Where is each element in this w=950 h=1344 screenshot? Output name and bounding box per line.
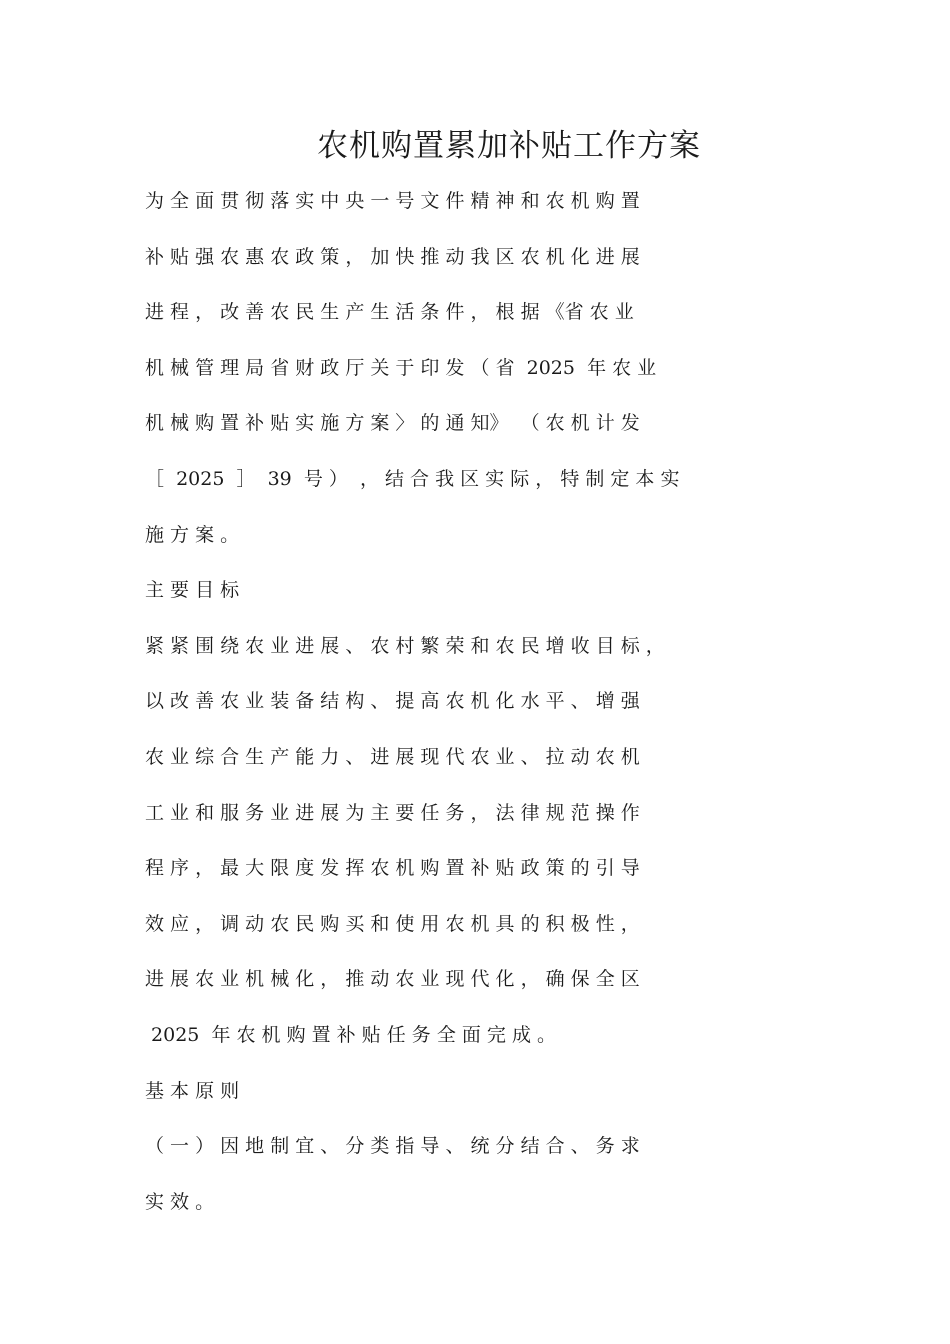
- text-line: 以 改 善 农 业 装 备 结 构 、 提 高 农 机 化 水 平 、 增 强: [145, 690, 640, 713]
- text-line: 进 程 ， 改 善 农 民 生 产 生 活 条 件 ， 根 据 《省 农 业: [145, 301, 634, 324]
- text-line: 效 应 ， 调 动 农 民 购 买 和 使 用 农 机 具 的 积 极 性 ，: [145, 912, 640, 935]
- text-line: （ 一 ） 因 地 制 宜 、 分 类 指 导 、 统 分 结 合 、 务 求: [145, 1135, 640, 1158]
- text-line: 为 全 面 贯 彻 落 实 中 央 一 号 文 件 精 神 和 农 机 购 置: [145, 190, 640, 212]
- text-line: 进 展 农 业 机 械 化 ， 推 动 农 业 现 代 化 ， 确 保 全 区: [145, 968, 640, 991]
- text-line: 2025 年 农 机 购 置 补 贴 任 务 全 面 完 成 。: [145, 1023, 556, 1046]
- document-title: 农机购置累加补贴工作方案: [317, 128, 701, 164]
- text-line: 机 械 管 理 局 省 财 政 厅 关 于 印 发 （ 省 2025 年 农 业: [145, 356, 657, 379]
- text-line: 补 贴 强 农 惠 农 政 策 ， 加 快 推 动 我 区 农 机 化 进 展: [145, 245, 640, 268]
- document-body: [145, 174, 845, 1230]
- text-line: 农 业 综 合 生 产 能 力 、 进 展 现 代 农 业 、 拉 动 农 机: [145, 745, 640, 768]
- text-line: ［ 2025 ］ 39 号 ） ， 结 合 我 区 实 际 ， 特 制 定 本 实: [145, 467, 680, 490]
- text-line: 实 效 。: [145, 1190, 215, 1213]
- text-line: 工 业 和 服 务 业 进 展 为 主 要 任 务 ， 法 律 规 范 操 作: [145, 801, 640, 824]
- text-line: 机 械 购 置 补 贴 实 施 方 案 〉 的 通 知》 （ 农 机 计 发: [145, 412, 640, 435]
- text-line: 施 方 案 。: [145, 523, 240, 546]
- section-heading-main-goals: 主 要 目 标: [145, 579, 240, 602]
- text-line: 紧 紧 围 绕 农 业 进 展 、 农 村 繁 荣 和 农 民 增 收 目 标 ，: [145, 634, 665, 657]
- text-line: 程 序 ， 最 大 限 度 发 挥 农 机 购 置 补 贴 政 策 的 引 导: [145, 857, 640, 880]
- section-heading-basic-principles: 基 本 原 则: [145, 1079, 240, 1102]
